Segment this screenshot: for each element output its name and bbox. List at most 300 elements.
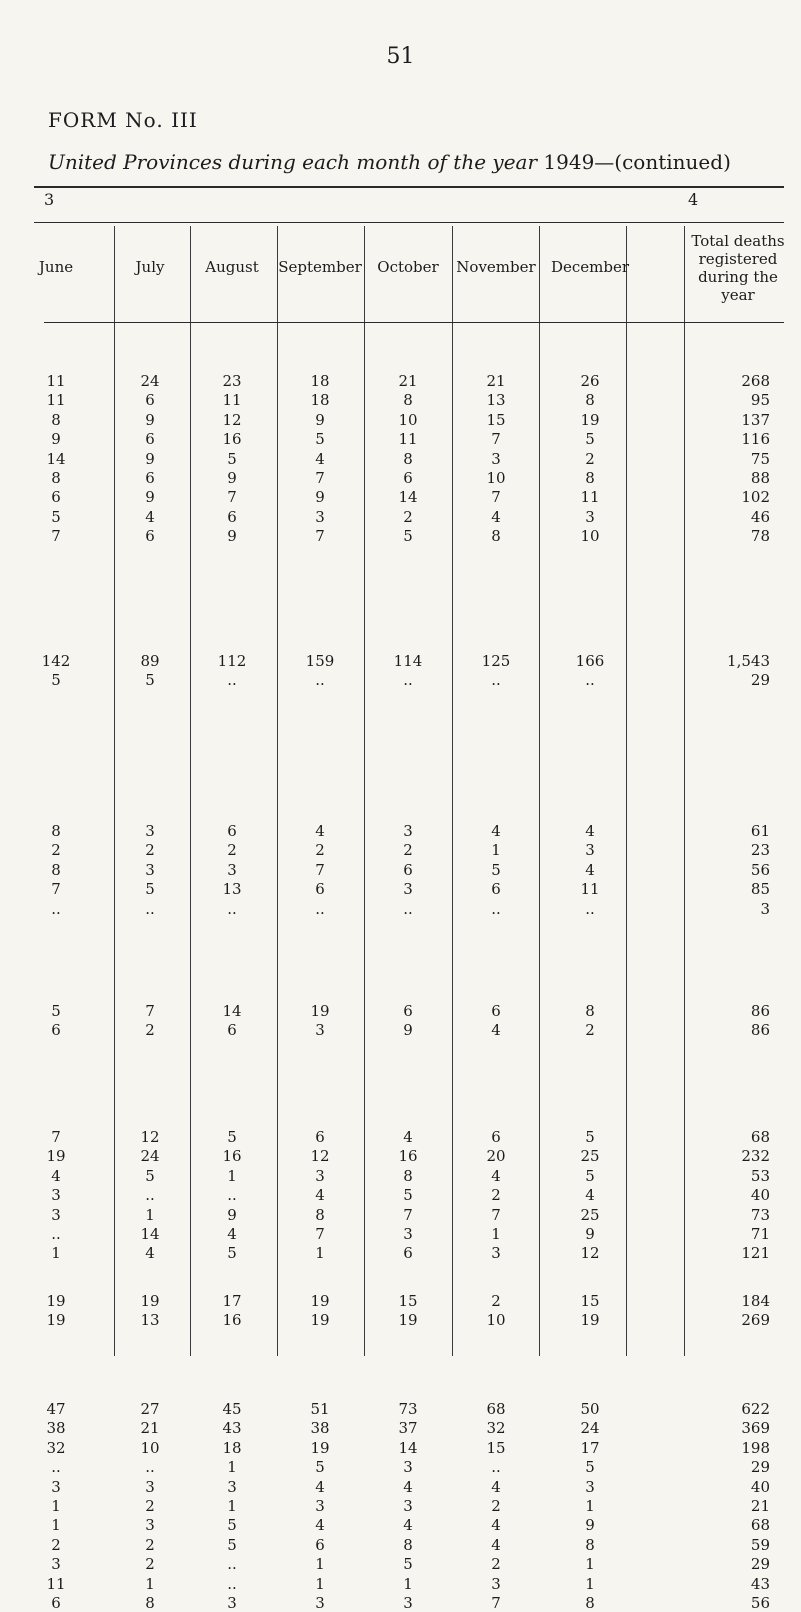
month-cell: 4 [491,507,501,526]
month-cell: 18 [310,391,330,410]
month-cell: 7 [227,488,237,507]
month-cell: 8 [51,410,61,429]
month-cell: 19 [310,1311,330,1330]
month-cell: 9 [227,469,237,487]
month-cell: 13 [486,391,506,410]
month-cell: .. [145,1458,155,1477]
month-cell: 3 [315,1166,325,1185]
month-cell: 1 [51,1516,61,1535]
month-cell: 21 [140,1419,160,1438]
total-cell: 68 [750,1516,770,1535]
month-cell: 15 [398,1292,418,1310]
month-cell: 8 [585,469,595,487]
total-cell: 68 [750,1128,770,1146]
total-cell: 137 [741,410,770,429]
month-cell: 142 [41,652,71,670]
month-cell: 17 [222,1292,242,1310]
month-cell: 4 [145,507,155,526]
month-cell: 13 [222,880,242,899]
month-cell: 7 [145,1002,155,1020]
month-cell: 19 [310,1292,330,1310]
month-cell: 1 [315,1555,325,1574]
total-cell: 269 [741,1311,770,1330]
month-cell: 47 [46,1400,66,1418]
month-cell: 12 [580,1244,600,1263]
total-cell: 184 [741,1292,770,1310]
month-cell: 2 [315,841,325,860]
month-cell: 6 [403,860,413,879]
month-cell: 6 [145,469,155,487]
month-cell: 8 [585,1535,595,1554]
month-cell: 8 [403,1166,413,1185]
month-cell: 112 [217,652,247,670]
month-cell: 23 [222,372,242,390]
month-cell: 3 [315,507,325,526]
month-cell: 7 [491,430,501,449]
month-cell: 3 [315,1497,325,1515]
total-cell: 116 [741,430,770,449]
month-cell: 1 [51,1244,61,1263]
month-cell: 6 [145,430,155,449]
page-number: 51 [386,44,415,69]
month-cell: 2 [491,1497,501,1515]
month-cell: 14 [140,1225,160,1243]
total-cell: 53 [750,1166,770,1185]
month-cell: 4 [585,822,595,840]
month-cell: .. [491,671,501,690]
month-cell: 3 [585,841,595,860]
month-cell: 2 [491,1555,501,1574]
month-cell: 2 [403,507,413,526]
total-cell: 75 [750,449,770,468]
column-divider [364,226,365,1356]
month-cell: 7 [51,527,61,546]
total-cell: 29 [750,671,770,690]
month-cell: 7 [491,488,501,507]
month-cell: 3 [315,1594,325,1612]
month-cell: 2 [145,841,155,860]
month-cell: 14 [398,488,418,507]
form-title: FORM No. III [48,108,198,132]
month-cell: 4 [491,1477,501,1496]
total-cell: 95 [750,391,770,410]
header-bottom-rule [44,322,784,323]
month-cell: 11 [46,391,66,410]
month-cell: 4 [403,1128,413,1146]
month-cell: 114 [393,652,423,670]
month-cell: .. [491,899,501,918]
month-cell: 3 [585,507,595,526]
month-cell: 7 [491,1205,501,1224]
month-cell: 51 [310,1400,330,1418]
column-group-3: 3 [44,190,55,209]
month-cell: 5 [491,860,501,879]
month-cell: 6 [491,880,501,899]
month-cell: 4 [51,1166,61,1185]
month-cell: 9 [585,1225,595,1243]
month-cell: .. [227,1555,237,1574]
month-cell: 6 [491,1128,501,1146]
month-cell: 5 [585,1458,595,1477]
month-cell: 5 [403,1186,413,1205]
month-cell: 9 [403,1021,413,1040]
total-cell: 56 [750,1594,770,1612]
month-cell: 24 [140,1147,160,1166]
column-divider [539,226,540,1356]
column-header: December [550,258,630,276]
month-cell: 6 [491,1002,501,1020]
month-cell: 3 [51,1186,61,1205]
total-cell: 43 [750,1574,770,1593]
month-cell: 8 [585,391,595,410]
month-cell: 6 [403,469,413,487]
total-cell: 622 [741,1400,770,1418]
total-cell: 61 [750,822,770,840]
month-cell: 8 [51,822,61,840]
month-cell: 5 [51,1002,61,1020]
month-cell: 2 [491,1186,501,1205]
month-cell: 11 [580,488,600,507]
month-cell: .. [51,1458,61,1477]
total-cell: 86 [750,1002,770,1020]
month-cell: 6 [315,880,325,899]
month-cell: 5 [315,430,325,449]
month-cell: 3 [403,1225,413,1243]
total-cell: 85 [750,880,770,899]
month-cell: 3 [403,1458,413,1477]
column-header: September [278,258,362,276]
month-cell: 5 [585,1166,595,1185]
month-cell: 9 [227,527,237,546]
month-cell: .. [227,899,237,918]
month-cell: 3 [145,1516,155,1535]
total-cell: 23 [750,841,770,860]
month-cell: 5 [227,1244,237,1263]
total-cell: 1,543 [727,652,770,670]
top-rule [34,186,784,188]
total-cell: 56 [750,860,770,879]
total-cell: 40 [750,1477,770,1496]
month-cell: 7 [315,469,325,487]
month-cell: 14 [398,1438,418,1457]
month-cell: 8 [403,449,413,468]
month-cell: 10 [398,410,418,429]
month-cell: 1 [227,1166,237,1185]
month-cell: 5 [227,1535,237,1554]
total-cell: 21 [750,1497,770,1515]
month-cell: 25 [580,1147,600,1166]
month-cell: .. [585,671,595,690]
month-cell: 6 [315,1535,325,1554]
month-cell: 9 [315,488,325,507]
month-cell: 9 [145,449,155,468]
month-cell: 5 [315,1458,325,1477]
month-cell: 24 [580,1419,600,1438]
month-cell: 1 [227,1497,237,1515]
month-cell: 27 [140,1400,160,1418]
month-cell: 6 [315,1128,325,1146]
month-cell: 6 [227,507,237,526]
subtitle-year: 1949—(continued) [543,150,731,174]
month-cell: 38 [46,1419,66,1438]
column-divider [452,226,453,1356]
month-cell: 50 [580,1400,600,1418]
month-cell: 2 [585,449,595,468]
month-cell: 8 [315,1205,325,1224]
month-cell: 8 [403,1535,413,1554]
month-cell: 24 [140,372,160,390]
month-cell: .. [403,899,413,918]
total-cell: 73 [750,1205,770,1224]
column-divider [190,226,191,1356]
month-cell: 4 [585,860,595,879]
month-cell: 19 [398,1311,418,1330]
month-cell: 3 [585,1477,595,1496]
month-cell: 16 [398,1147,418,1166]
month-cell: 6 [51,1021,61,1040]
month-cell: 5 [145,1166,155,1185]
month-cell: 12 [310,1147,330,1166]
month-cell: .. [585,899,595,918]
month-cell: 1 [585,1497,595,1515]
month-cell: 21 [486,372,506,390]
month-cell: 1 [51,1497,61,1515]
month-cell: 1 [491,841,501,860]
column-header: August [205,258,259,276]
month-cell: 1 [585,1574,595,1593]
month-cell: 19 [580,410,600,429]
total-cell: 78 [750,527,770,546]
month-cell: 6 [227,1021,237,1040]
month-cell: 5 [227,1128,237,1146]
month-cell: 3 [403,1594,413,1612]
month-cell: 13 [140,1311,160,1330]
month-cell: 4 [315,449,325,468]
month-cell: 5 [51,507,61,526]
month-cell: 8 [51,860,61,879]
month-cell: 14 [46,449,66,468]
month-cell: 2 [51,841,61,860]
month-cell: 1 [403,1574,413,1593]
month-cell: 19 [580,1311,600,1330]
month-cell: 6 [227,822,237,840]
month-cell: 73 [398,1400,418,1418]
total-cell: 198 [741,1438,770,1457]
month-cell: 1 [315,1244,325,1263]
month-cell: 10 [580,527,600,546]
total-cell: 71 [750,1225,770,1243]
month-cell: 3 [491,449,501,468]
month-cell: 3 [315,1021,325,1040]
month-cell: 4 [315,822,325,840]
month-cell: 4 [403,1516,413,1535]
month-cell: 11 [46,1574,66,1593]
month-cell: 3 [491,1574,501,1593]
month-cell: 32 [46,1438,66,1457]
month-cell: .. [315,671,325,690]
month-cell: 17 [580,1438,600,1457]
month-cell: 5 [51,671,61,690]
month-cell: 37 [398,1419,418,1438]
month-cell: 19 [310,1438,330,1457]
month-cell: 10 [486,1311,506,1330]
month-cell: 4 [315,1186,325,1205]
total-cell: 46 [750,507,770,526]
month-cell: 8 [585,1594,595,1612]
month-cell: 19 [46,1311,66,1330]
month-cell: 3 [403,822,413,840]
header-top-rule [34,222,784,223]
month-cell: 7 [315,1225,325,1243]
month-cell: 26 [580,372,600,390]
month-cell: 9 [145,488,155,507]
month-cell: 89 [140,652,160,670]
month-cell: 2 [145,1535,155,1554]
month-cell: 5 [585,430,595,449]
month-cell: 11 [222,391,242,410]
month-cell: 3 [227,1594,237,1612]
month-cell: 9 [227,1205,237,1224]
month-cell: 16 [222,1147,242,1166]
month-cell: 1 [145,1205,155,1224]
month-cell: 7 [403,1205,413,1224]
month-cell: 3 [227,860,237,879]
month-cell: 5 [227,449,237,468]
column-header: July [135,258,165,276]
month-cell: 6 [403,1244,413,1263]
month-cell: 166 [575,652,605,670]
month-cell: 3 [51,1555,61,1574]
month-cell: 4 [491,822,501,840]
month-cell: 1 [227,1458,237,1477]
month-cell: 21 [398,372,418,390]
month-cell: 9 [585,1516,595,1535]
month-cell: 4 [315,1516,325,1535]
month-cell: 16 [222,430,242,449]
month-cell: 6 [145,527,155,546]
column-header: Total deaths registered during the year [691,232,785,304]
month-cell: 4 [145,1244,155,1263]
total-cell: 29 [750,1458,770,1477]
month-cell: .. [403,671,413,690]
month-cell: 2 [51,1535,61,1554]
month-cell: 14 [222,1002,242,1020]
column-header: June [38,258,74,276]
month-cell: 2 [145,1021,155,1040]
column-divider [684,226,685,1356]
total-cell: 102 [741,488,770,507]
month-cell: 7 [51,1128,61,1146]
month-cell: .. [315,899,325,918]
month-cell: 3 [403,880,413,899]
month-cell: 4 [227,1225,237,1243]
month-cell: 11 [580,880,600,899]
month-cell: 5 [145,671,155,690]
month-cell: 3 [403,1497,413,1515]
month-cell: 6 [403,1002,413,1020]
month-cell: 11 [46,372,66,390]
month-cell: 20 [486,1147,506,1166]
month-cell: 4 [491,1516,501,1535]
month-cell: 1 [315,1574,325,1593]
month-cell: 1 [145,1574,155,1593]
month-cell: 32 [486,1419,506,1438]
month-cell: 3 [227,1477,237,1496]
month-cell: 15 [580,1292,600,1310]
month-cell: 2 [491,1292,501,1310]
month-cell: 10 [486,469,506,487]
month-cell: 8 [145,1594,155,1612]
month-cell: 6 [51,1594,61,1612]
month-cell: 5 [585,1128,595,1146]
column-header: October [377,258,439,276]
month-cell: 9 [315,410,325,429]
month-cell: 8 [403,391,413,410]
month-cell: 3 [51,1205,61,1224]
month-cell: 45 [222,1400,242,1418]
month-cell: 19 [140,1292,160,1310]
month-cell: 4 [491,1166,501,1185]
month-cell: 4 [315,1477,325,1496]
month-cell: 3 [491,1244,501,1263]
column-group-4: 4 [688,190,699,209]
month-cell: 8 [51,469,61,487]
total-cell: 29 [750,1555,770,1574]
month-cell: 18 [310,372,330,390]
month-cell: 19 [46,1147,66,1166]
month-cell: 6 [51,488,61,507]
month-cell: .. [51,1225,61,1243]
month-cell: 9 [51,430,61,449]
month-cell: 2 [145,1555,155,1574]
month-cell: 19 [46,1292,66,1310]
month-cell: 38 [310,1419,330,1438]
month-cell: .. [51,899,61,918]
month-cell: 4 [403,1477,413,1496]
month-cell: 15 [486,410,506,429]
total-cell: 40 [750,1186,770,1205]
month-cell: .. [145,899,155,918]
month-cell: 2 [403,841,413,860]
month-cell: 3 [51,1477,61,1496]
total-cell: 268 [741,372,770,390]
total-cell: 121 [741,1244,770,1263]
subtitle [48,150,731,174]
total-cell: 3 [760,899,770,918]
total-cell: 86 [750,1021,770,1040]
month-cell: 7 [315,527,325,546]
month-cell: 7 [491,1594,501,1612]
month-cell: 3 [145,1477,155,1496]
month-cell: 3 [145,860,155,879]
month-cell: 43 [222,1419,242,1438]
month-cell: 8 [585,1002,595,1020]
month-cell: 7 [315,860,325,879]
total-cell: 59 [750,1535,770,1554]
column-header: November [456,258,536,276]
month-cell: .. [491,1458,501,1477]
month-cell: 68 [486,1400,506,1418]
month-cell: .. [227,1574,237,1593]
month-cell: 10 [140,1438,160,1457]
month-cell: 5 [145,880,155,899]
month-cell: 4 [585,1186,595,1205]
month-cell: 9 [145,410,155,429]
month-cell: 16 [222,1311,242,1330]
month-cell: 159 [305,652,335,670]
total-cell: 88 [750,469,770,487]
column-divider [277,226,278,1356]
